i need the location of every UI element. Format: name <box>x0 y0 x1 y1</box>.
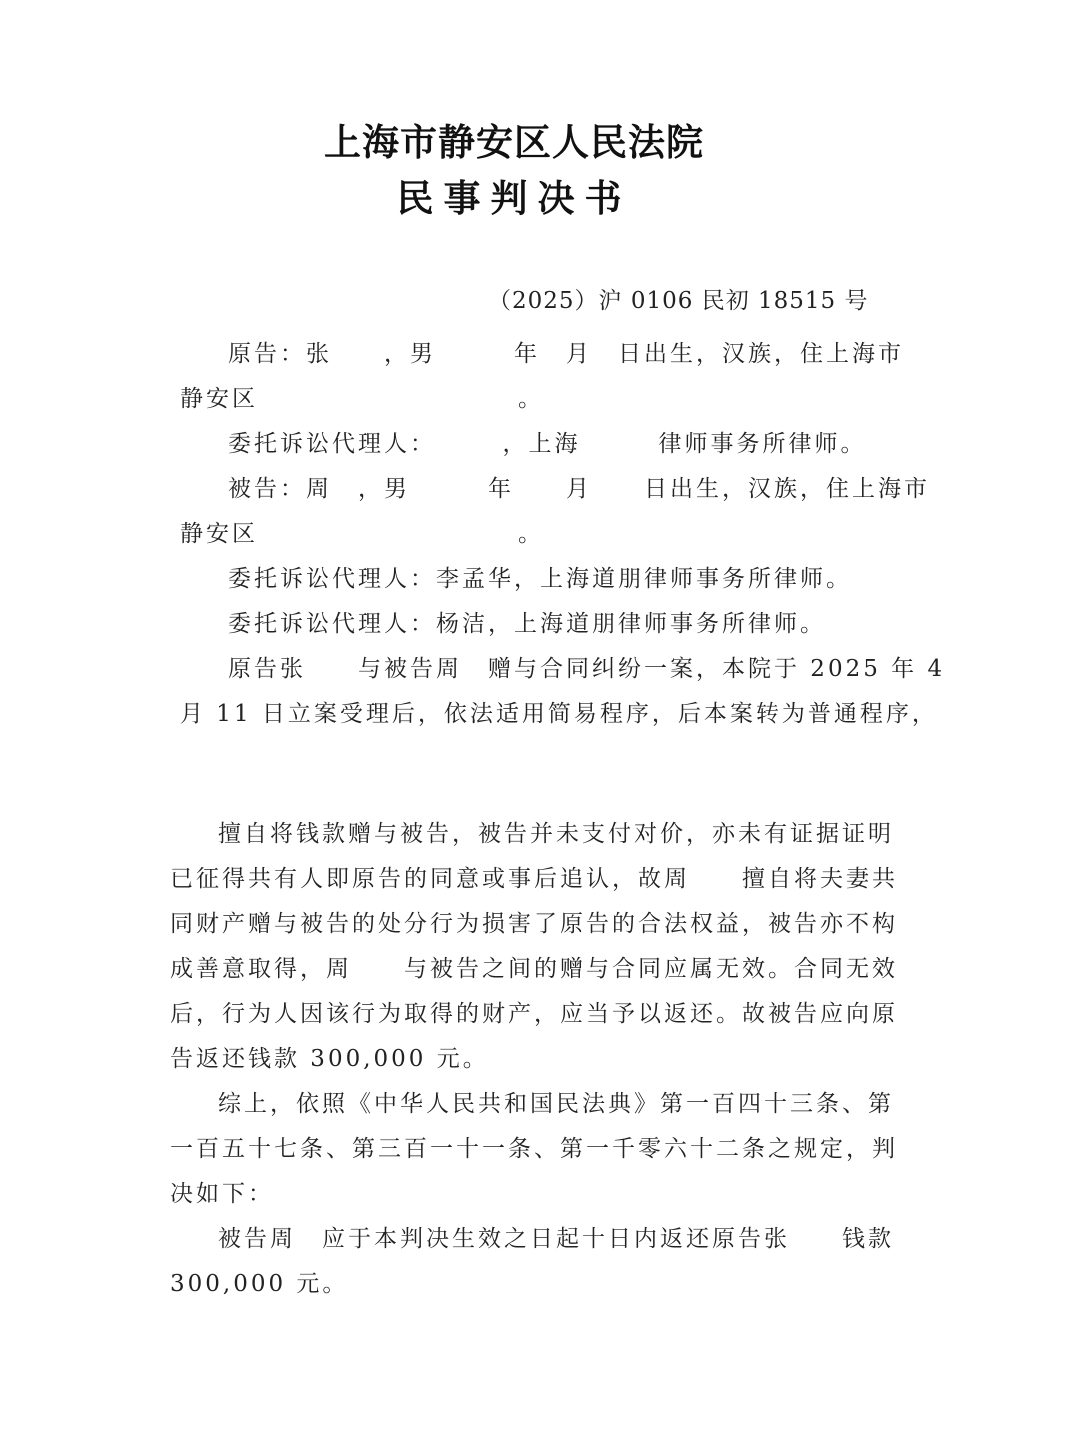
plaintiff-line-1: 原告：张 ，男 年 月 日出生，汉族，住上海市 <box>228 341 904 367</box>
defendant-agent-2: 委托诉讼代理人：杨洁，上海道朋律师事务所律师。 <box>228 611 826 637</box>
defendant-line-1: 被告：周 ，男 年 月 日出生，汉族，住上海市 <box>228 476 930 502</box>
defendant-agent-1: 委托诉讼代理人：李孟华，上海道朋律师事务所律师。 <box>228 566 852 592</box>
reasoning-line-2: 已征得共有人即原告的同意或事后追认，故周 擅自将夫妻共 <box>170 866 898 892</box>
conclusion-line-2: 一百五十七条、第三百一十一条、第一千零六十二条之规定，判 <box>170 1136 898 1162</box>
document-type-title: 民事判决书 <box>396 176 632 220</box>
reasoning-line-3: 同财产赠与被告的处分行为损害了原告的合法权益，被告亦不构 <box>170 911 898 937</box>
judgment-line-2: 300,000 元。 <box>170 1271 349 1297</box>
intro-line-1: 原告张 与被告周 赠与合同纠纷一案，本院于 2025 年 4 <box>228 656 946 682</box>
case-number: （2025）沪 0106 民初 18515 号 <box>488 288 869 314</box>
conclusion-line-3: 决如下： <box>170 1181 274 1207</box>
plaintiff-agent: 委托诉讼代理人： ，上海 律师事务所律师。 <box>228 431 867 457</box>
reasoning-line-1: 擅自将钱款赠与被告，被告并未支付对价，亦未有证据证明 <box>218 821 894 847</box>
plaintiff-line-2: 静安区 。 <box>180 386 544 412</box>
conclusion-line-1: 综上，依照《中华人民共和国民法典》第一百四十三条、第 <box>218 1091 894 1117</box>
reasoning-line-5: 后，行为人因该行为取得的财产，应当予以返还。故被告应向原 <box>170 1001 898 1027</box>
judgment-line-1: 被告周 应于本判决生效之日起十日内返还原告张 钱款 <box>218 1226 894 1252</box>
intro-line-2: 月 11 日立案受理后，依法适用简易程序，后本案转为普通程序， <box>180 701 938 727</box>
reasoning-line-6: 告返还钱款 300,000 元。 <box>170 1046 489 1072</box>
court-name-title: 上海市静安区人民法院 <box>324 120 704 164</box>
defendant-line-2: 静安区 。 <box>180 521 544 547</box>
reasoning-line-4: 成善意取得，周 与被告之间的赠与合同应属无效。合同无效 <box>170 956 898 982</box>
